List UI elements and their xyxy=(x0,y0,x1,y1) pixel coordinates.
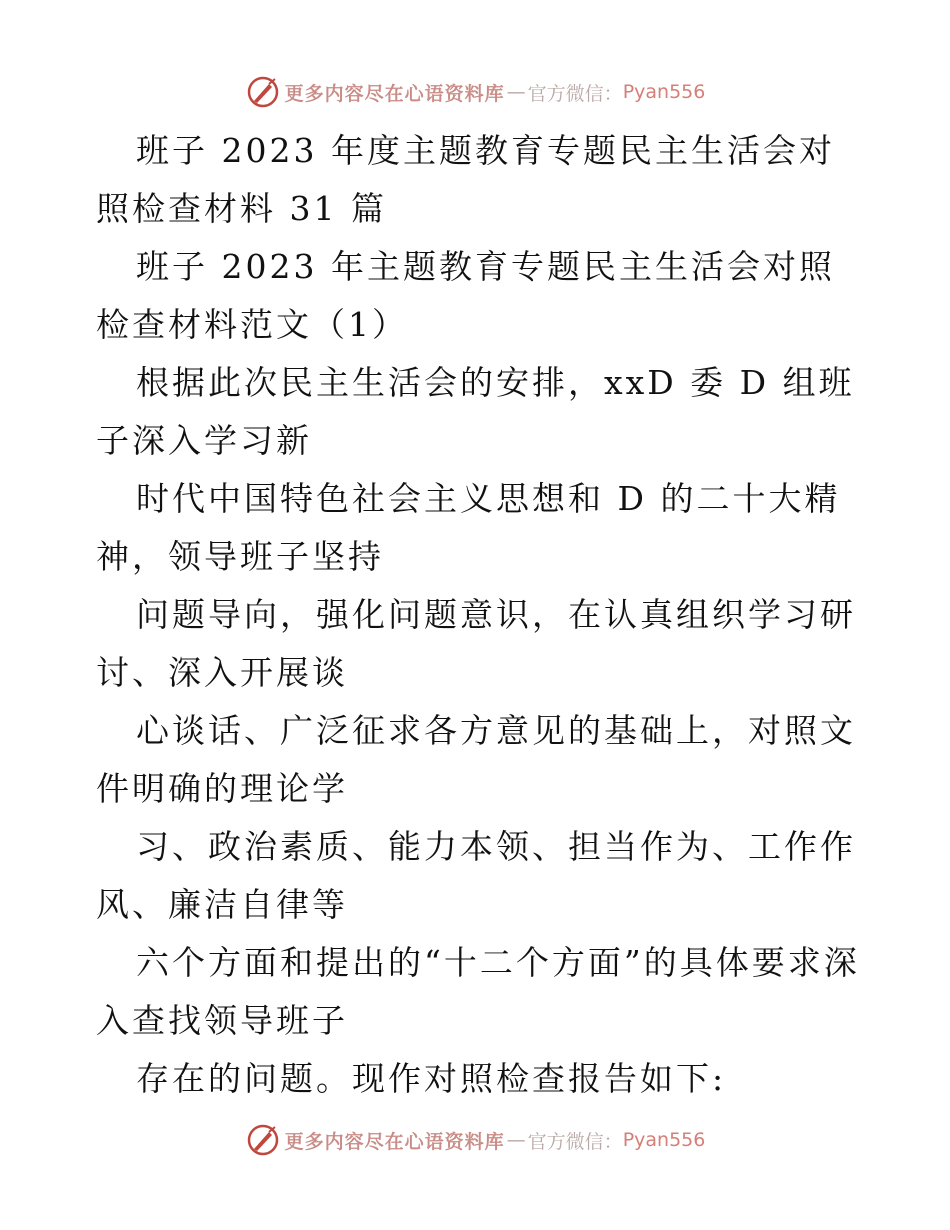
watermark-site-name: 更多内容尽在心语资料库 xyxy=(284,1130,505,1153)
watermark-separator: — xyxy=(506,81,526,103)
body-paragraph: 心谈话、广泛征求各方意见的基础上，对照文件明确的理论学 xyxy=(96,711,856,808)
document-body xyxy=(96,122,866,1108)
watermark-wechat-label: 官方微信： xyxy=(527,1130,623,1153)
footer-watermark xyxy=(0,1120,950,1160)
body-paragraph: 时代中国特色社会主义思想和 D 的二十大精神，领导班子坚持 xyxy=(96,479,841,576)
watermark-wechat-id: Pyan556 xyxy=(622,81,706,103)
body-paragraph: 六个方面和提出的“十二个方面”的具体要求深入查找领导班子 xyxy=(96,943,860,1040)
body-paragraph: 存在的问题。现作对照检查报告如下: xyxy=(136,1059,727,1098)
watermark-wechat-label: 官方微信： xyxy=(527,82,623,105)
watermark-site-name: 更多内容尽在心语资料库 xyxy=(284,82,505,105)
header-watermark xyxy=(0,72,950,112)
body-paragraph: 习、政治素质、能力本领、担当作为、工作作风、廉洁自律等 xyxy=(96,827,856,924)
quill-logo-icon xyxy=(245,1122,281,1158)
watermark-separator: — xyxy=(506,1129,526,1151)
body-paragraph: 根据此次民主生活会的安排，xxD 委 D 组班子深入学习新 xyxy=(96,363,855,460)
document-subtitle: 班子 2023 年主题教育专题民主生活会对照检查材料范文（1） xyxy=(96,247,835,344)
document-title: 班子 2023 年度主题教育专题民主生活会对照检查材料 31 篇 xyxy=(96,131,835,228)
watermark-wechat-id: Pyan556 xyxy=(622,1129,706,1151)
body-paragraph: 问题导向，强化问题意识，在认真组织学习研讨、深入开展谈 xyxy=(96,595,856,692)
quill-logo-icon xyxy=(245,74,281,110)
